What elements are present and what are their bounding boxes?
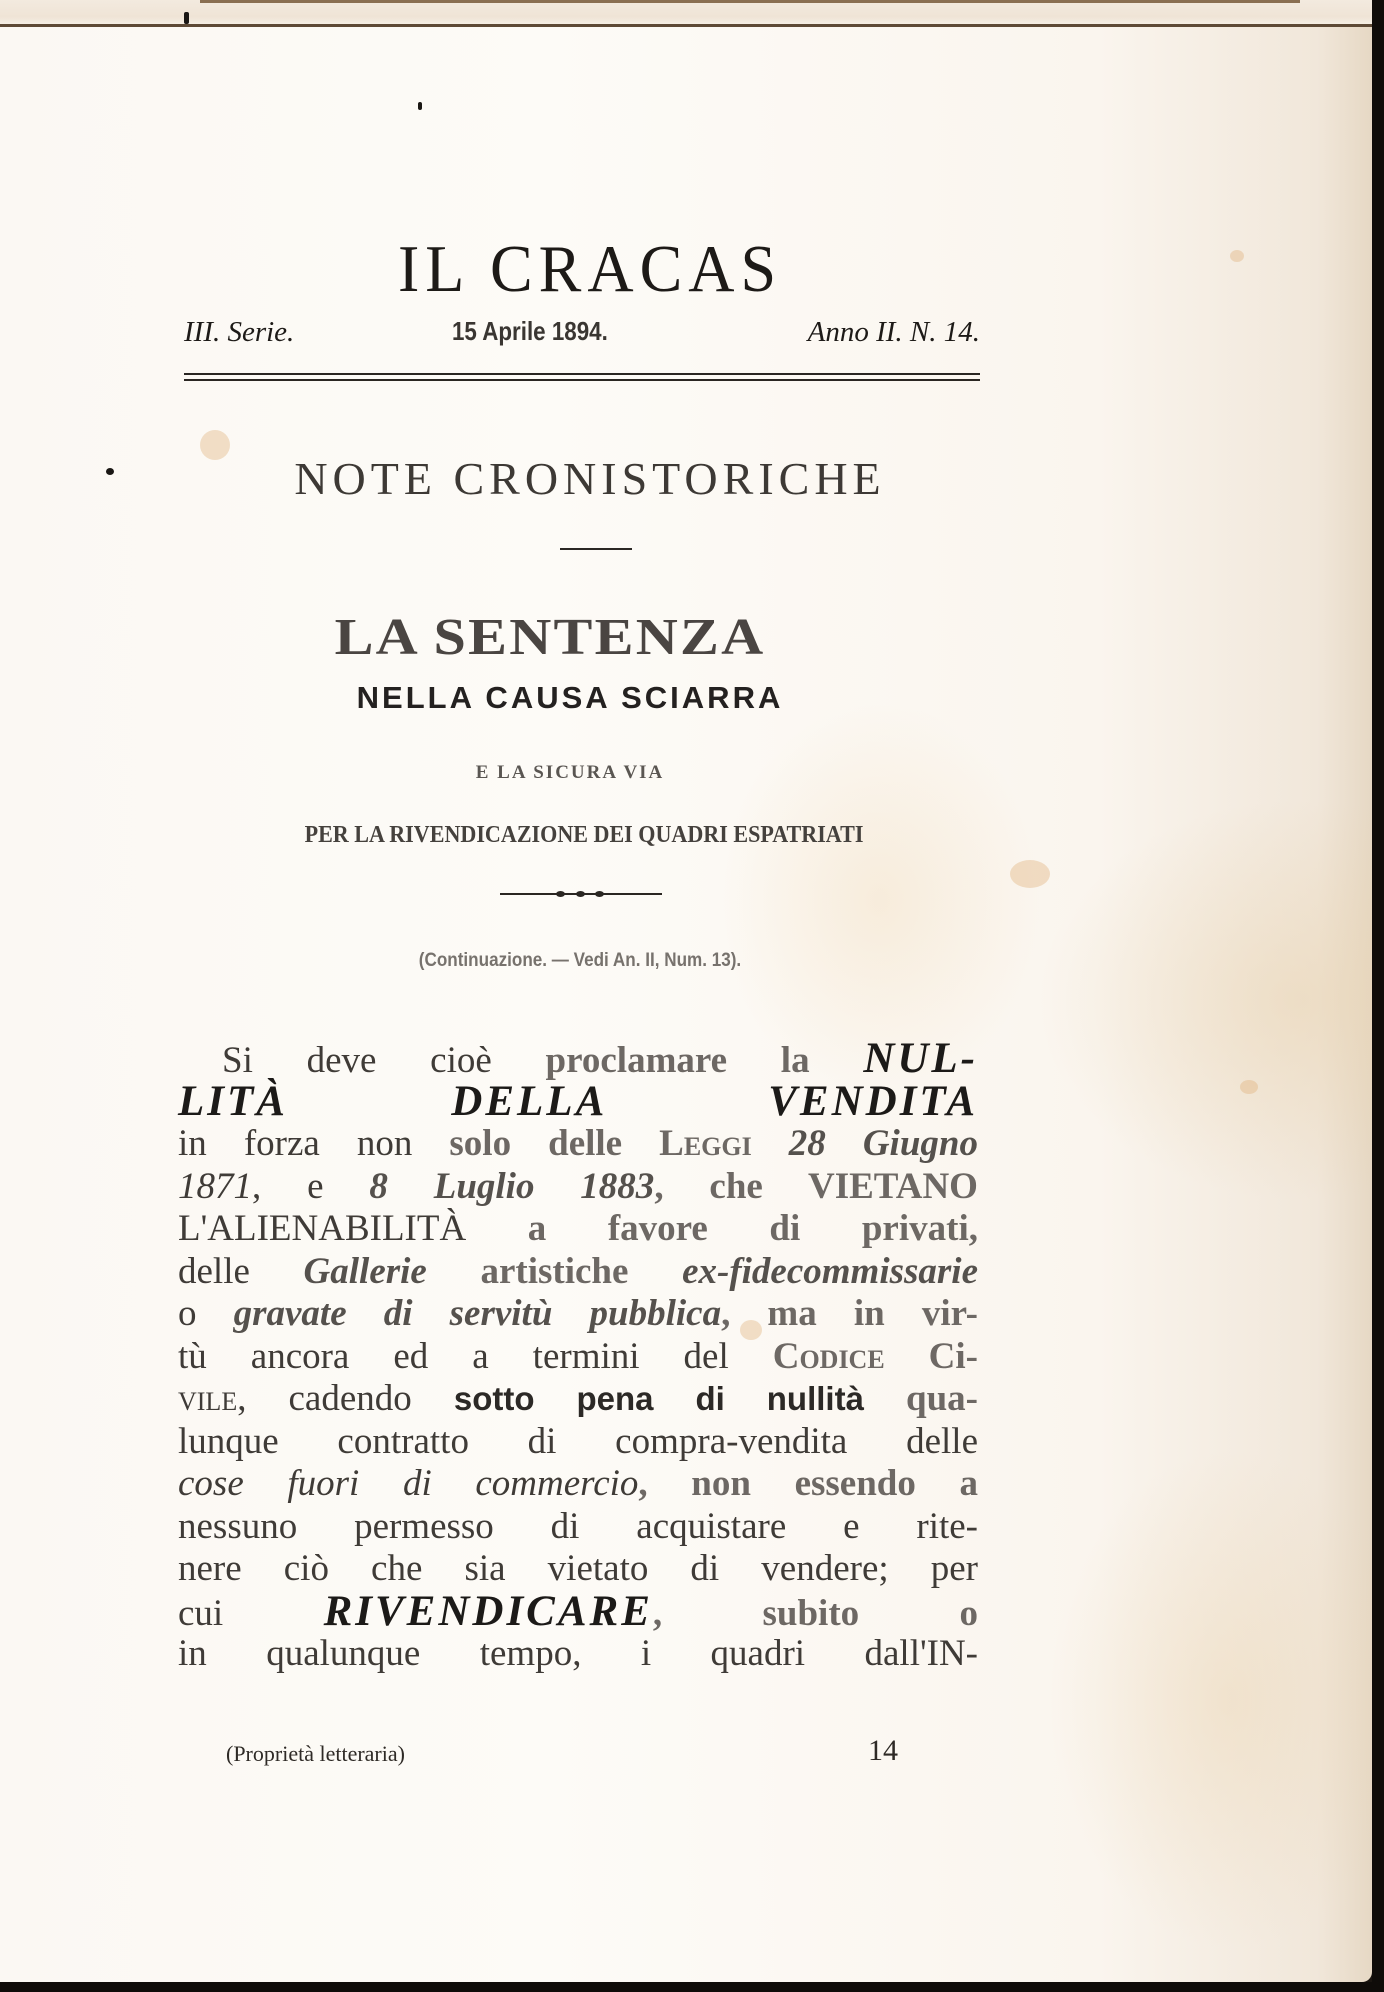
- article-title: LA SENTENZA: [334, 609, 766, 666]
- body-line: L'ALIENABILITÀ a favore di privati,: [178, 1208, 978, 1249]
- body-line: Si deve cioè proclamare la NUL-: [222, 1035, 979, 1082]
- foxing-stain: [1230, 250, 1244, 262]
- body-line: in forza non solo delle Leggi 28 Giugno: [178, 1123, 978, 1164]
- body-line: in qualunque tempo, i quadri dall'IN-: [178, 1633, 978, 1674]
- body-line: cui RIVENDICARE, subito o: [178, 1587, 979, 1635]
- scan-background-bottom: [0, 1982, 1384, 1992]
- issue-number: Anno II. N. 14.: [807, 316, 980, 348]
- ink-speck: [106, 468, 114, 475]
- page-number: 14: [868, 1734, 898, 1767]
- foxing-stain: [1240, 1080, 1258, 1094]
- body-line: 1871, e 8 Luglio 1883, che VIETANO: [178, 1165, 978, 1207]
- body-line: tù ancora ed a termini del Codice Ci-: [178, 1335, 978, 1377]
- top-edge-line: [200, 0, 1300, 3]
- body-line: vile, cadendo sotto pena di nullità qua-: [178, 1378, 978, 1419]
- issue-line: [184, 316, 980, 356]
- foxing-stain: [1010, 860, 1050, 888]
- body-line: LITÀ DELLA VENDITA: [178, 1077, 978, 1125]
- body-line: o gravate di servitù pubblica, ma in vir-: [178, 1293, 978, 1334]
- body-line: delle Gallerie artistiche ex-fidecommissarie: [178, 1250, 979, 1292]
- footer-copyright-note: (Proprietà letteraria): [226, 1741, 405, 1766]
- continuation-note: (Continuazione. — Vedi An. II, Num. 13).: [418, 950, 742, 971]
- article-kicker: E LA SICURA VIA: [475, 762, 665, 783]
- body-line: cose fuori di commercio, non essendo a: [178, 1463, 979, 1504]
- section-title: NOTE CRONISTORICHE: [294, 453, 886, 504]
- scan-background-right: [1372, 0, 1384, 1992]
- issue-date: 15 Aprile 1894.: [452, 316, 608, 346]
- masthead-title: IL CRACAS: [397, 231, 783, 306]
- body-line: lunque contratto di compra-vendita delle: [178, 1420, 978, 1462]
- body-line: nere ciò che sia vietato di vendere; per: [178, 1548, 978, 1589]
- masthead-double-rule: [184, 373, 980, 381]
- article-kicker-second: PER LA RIVENDICAZIONE DEI QUADRI ESPATRIATI: [304, 822, 864, 848]
- article-subtitle: NELLA CAUSA SCIARRA: [356, 680, 784, 715]
- ink-speck: [418, 102, 422, 110]
- article-body: [178, 1035, 979, 1676]
- ornament-dots: [556, 889, 604, 899]
- section-divider: [560, 548, 632, 550]
- body-line: nessuno permesso di acquistare e rite-: [178, 1505, 978, 1547]
- issue-series: III. Serie.: [184, 316, 295, 348]
- ink-speck: [184, 12, 189, 24]
- page-top-edge: [0, 0, 1372, 27]
